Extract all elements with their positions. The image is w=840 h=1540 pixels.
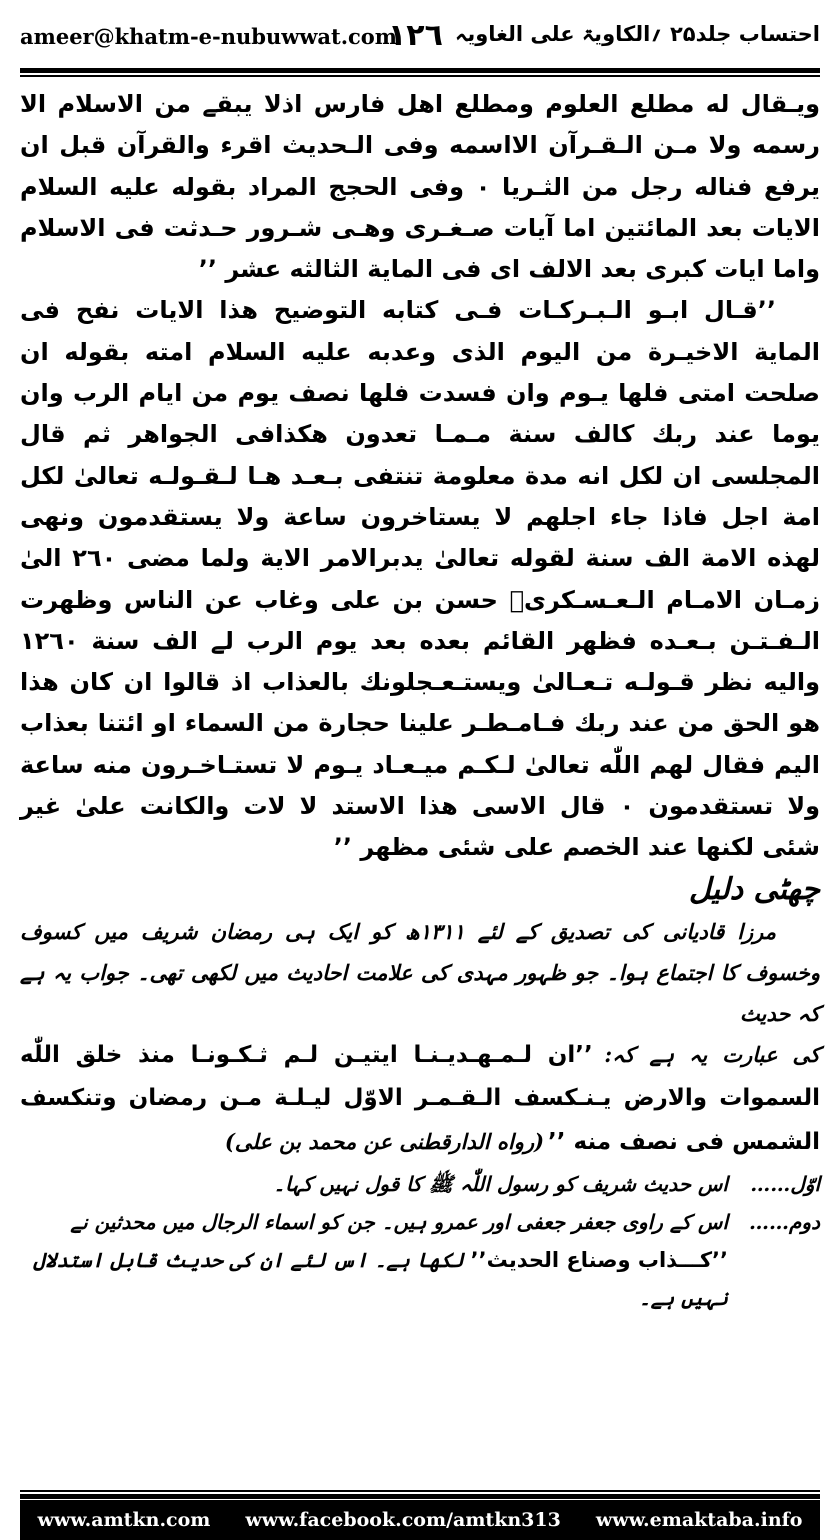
page-number: ١٢٦ [388, 18, 443, 53]
footer-link-emaktaba[interactable]: www.emaktaba.info [595, 1509, 803, 1531]
note-2-text-a: اس کے راوی جعفر جعفی اور عمرو ہیں۔ جن کو اسماء الرجال میں محدثین نے [70, 1209, 728, 1234]
footer-rule-thick [20, 1494, 820, 1499]
hadith-source: (رواه الدارقطنی عن محمد بن علی) [224, 1128, 545, 1154]
note-2-quote: ’’کـــذاب وصناع الحدیث’’ [470, 1247, 728, 1272]
hadith-text: ’’ان لـمـهـدیـنـا ایتیـن لـم ثـکـونـا منذ خلق اللّٰه السموات والارض یـنـکسف الـقـمـر الاوّل لیـلـة مـن رمضان وتنکسف الشمس فی نصف منه ’’ [20, 1041, 820, 1155]
urdu-paragraph: مرزا قادیانی کی تصدیق کے لئے ۱۳۱۱ھ کو ایک ہی رمضان شریف میں کسوف وخسوف کا اجتماع ہوا۔ جو ظہور مہدی کی علامت احادیث میں لکھی تھی۔ جواب یہ ہے کہ حدیث [20, 918, 820, 1026]
hadith-block [20, 1034, 820, 1165]
note-1-text: اس حدیث شریف کو رسول اللّٰہ ﷺ کا قول نہیں کہا۔ [273, 1171, 728, 1196]
arabic-paragraph-2: ’’قـال ابـو الـبـرکـات فـی کتابه التوضیح هذا الایات نفح فی المایة الاخیـرة من الیوم الذی وعدبه علیه السلام امته بقوله ان صلحت امتی فلها یـوم وان فسدت فلها نصف یوم من ایام الرب وان یوما عند ربك کالف سنة مـمـا تعدون هکذافی الجواهر ثم قال المجلسی ان لکل انه مدة معلومة تنتفی بـعـد هـا لـقـولـه تعالیٰ لکل امة اجل فاذا جاء اجلهم لا یستاخرون ساعة ولا یستقدمون ونهی لهذه الامة الف سنة لقوله تعالیٰ یدبرالامر الایة ولما مضی ٢٦٠ الیٰ زمـان الامـام الـعـسـکریؒ حسن بن علی وغاب عن الناس وظهرت الـفـتـن بـعـده فظهر القائم بعده بعد یوم الرب لے الف سنة ١٢٦٠ والیه نظر قـولـه تـعـالیٰ ویستـعـجلونك بالعذاب اذ قالوا ان کان هذا هو الحق من عند ربك فـامـطـر علینا حجارة من السماء او ائتنا بعذاب الیم فقال لهم اللّٰه تعالیٰ لـکـم میـعـاد یـوم لا تستـاخـرون منه ساعة ولا تستقدمون ٠ قال الاسی هذا الاستد لا لات والکانت علیٰ غیر شئی لکنها عند الخصم علی شئی مظهر ’’ [20, 296, 821, 862]
note-2-label: دوم…… [749, 1209, 820, 1234]
footer-link-amtkn[interactable]: www.amtkn.com [37, 1509, 211, 1531]
footer-link-facebook[interactable]: www.facebook.com/amtkn313 [245, 1509, 561, 1531]
section-heading: چھٹی دلیل [688, 871, 820, 907]
note-2-body [20, 1203, 728, 1317]
page-footer [20, 1500, 820, 1540]
header-email: ameer@khatm-e-nubuwwat.com [20, 24, 398, 49]
note-1-label: اوّل…… [750, 1171, 820, 1196]
page-body [20, 84, 820, 1317]
footer-rule-thin [20, 1490, 820, 1492]
note-second [20, 1203, 820, 1317]
volume-title: احتساب جلد۲۵ ؍الکاویۃ علی الغاویہ [455, 22, 820, 46]
header-rule-thin [20, 75, 820, 77]
page-header [20, 10, 820, 58]
note-first [20, 1165, 820, 1203]
note-2-text-b: لکھا ہے۔ اس لئے ان کی حدیث قابل استدلال نہیں ہے۔ [33, 1247, 728, 1310]
hadith-intro: کی عبارت یہ ہے کہ: [604, 1041, 820, 1067]
arabic-paragraph-1: ویـقال له مطلع العلوم ومطلع اهل فارس اذلا یبقے من الاسلام الا رسمه ولا مـن الـقـرآن الااسمه وفی الـحدیث اقرء والقرآن قبل ان یرفع فناله رجل من الثـریا ٠ وفی الحجج المراد بقوله علیه السلام الایات بعد المائتین اما آیات صـغـری وهـی شـرور حـدثت فی الاسلام واما ایات کبری بعد الالف ای فی المایة الثالثه عشر ’’ [20, 90, 820, 284]
header-rule-thick [20, 68, 820, 73]
